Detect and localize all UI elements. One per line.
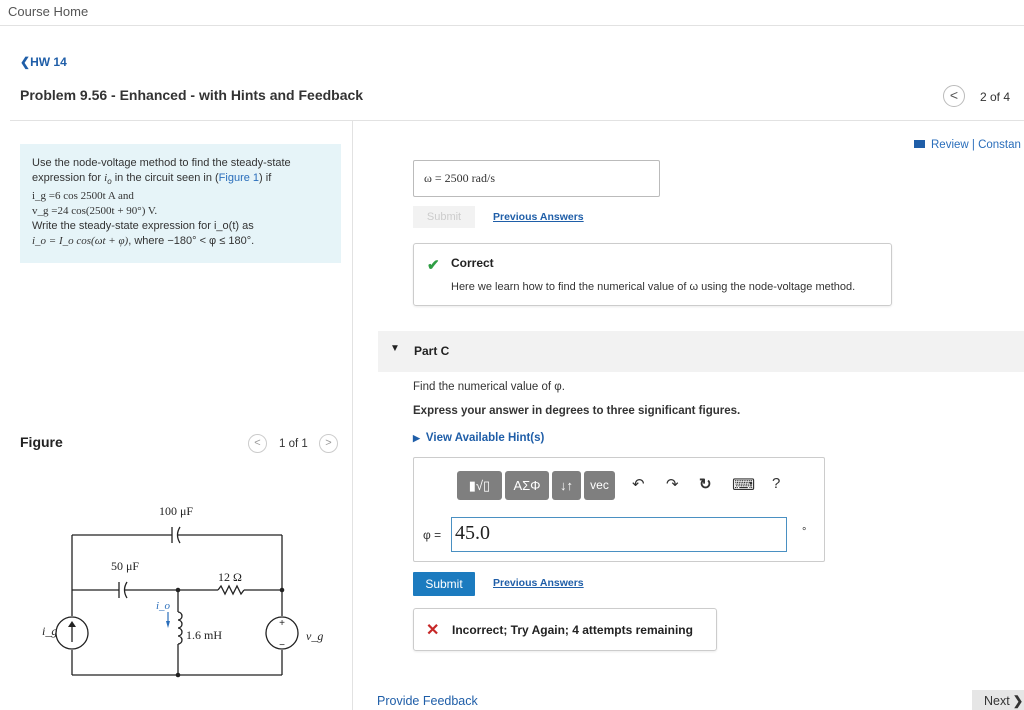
chevron-right-icon: > xyxy=(325,437,332,449)
math-toolbar xyxy=(454,471,822,507)
provide-feedback-link[interactable]: Provide Feedback xyxy=(377,694,478,708)
redo-icon[interactable]: ↷ xyxy=(666,476,679,493)
figure-prev-button[interactable] xyxy=(248,434,267,453)
correct-title: Correct xyxy=(451,256,494,270)
part-c-header[interactable] xyxy=(378,331,1024,372)
part-b-answer-display: ω = 2500 rad/s xyxy=(413,160,660,197)
statement-vg: v_g =24 cos(2500t + 90°) V. xyxy=(32,205,158,218)
figure-pager-text: 1 of 1 xyxy=(279,438,308,450)
reset-icon[interactable]: ↻ xyxy=(699,476,712,493)
statement-line-2: expression for $i_o$ in the circuit seen in (Figure 1) if xyxy=(32,172,272,187)
figure-heading: Figure xyxy=(20,434,63,450)
circuit-diagram xyxy=(30,495,330,685)
incorrect-message: Incorrect; Try Again; 4 attempts remaining xyxy=(452,623,693,637)
figure-1-link[interactable]: Figure 1 xyxy=(218,172,260,184)
view-hints-link[interactable] xyxy=(413,432,544,444)
next-button[interactable] xyxy=(972,690,1024,710)
chevron-right-icon: ❯ xyxy=(1012,694,1024,708)
vsource-minus-sign: − xyxy=(279,640,285,651)
column-divider xyxy=(352,121,353,710)
vsource-plus-sign: + xyxy=(279,618,285,629)
vg-label: v_g xyxy=(306,629,324,643)
statement-line-1: Use the node-voltage method to find the steady-state xyxy=(32,157,291,169)
resistor-label: 12 Ω xyxy=(218,570,242,584)
correct-feedback-box xyxy=(413,243,892,306)
prev-problem-button[interactable] xyxy=(943,85,965,107)
incorrect-feedback-box xyxy=(413,608,717,651)
part-b-previous-answers-link[interactable]: Previous Answers xyxy=(493,211,584,223)
figure-next-button[interactable] xyxy=(319,434,338,453)
part-c-previous-answers-link[interactable]: Previous Answers xyxy=(493,577,584,589)
book-icon xyxy=(914,140,925,148)
io-label: i_o xyxy=(156,600,171,612)
templates-button[interactable]: ▮√▯ xyxy=(457,471,502,500)
part-c-prompt: Find the numerical value of φ. xyxy=(413,381,565,393)
back-link-label: HW 14 xyxy=(30,55,67,69)
greek-symbols-button[interactable]: ΑΣΦ xyxy=(505,471,549,500)
checkmark-icon: ✔ xyxy=(427,257,440,274)
caret-right-icon: ▶ xyxy=(413,433,420,443)
statement-line-5: Write the steady-state expression for i_o(t) as xyxy=(32,220,254,233)
part-c-label: Part C xyxy=(414,344,450,358)
vector-button[interactable]: vec xyxy=(584,471,615,500)
header-divider xyxy=(10,120,1024,121)
review-constants-link[interactable] xyxy=(914,139,1021,151)
course-home-link[interactable]: Course Home xyxy=(8,4,89,19)
c2-label: 50 μF xyxy=(110,559,140,573)
keyboard-icon[interactable]: ⌨ xyxy=(732,477,756,494)
c1-label: 100 μF xyxy=(158,504,194,518)
answer-editor xyxy=(413,457,825,562)
inductor-label: 1.6 mH xyxy=(186,628,222,642)
part-c-submit-button[interactable]: Submit xyxy=(413,572,475,596)
problem-title: Problem 9.56 - Enhanced - with Hints and Feedback xyxy=(20,87,364,103)
caret-down-icon: ▼ xyxy=(390,343,400,354)
next-label: Next xyxy=(984,694,1010,708)
chevron-left-icon: ❮ xyxy=(20,55,31,69)
ig-label: i_g xyxy=(42,624,58,638)
problem-statement xyxy=(20,144,341,263)
correct-explanation: Here we learn how to find the numerical value of ω using the node-voltage method. xyxy=(451,281,856,293)
undo-icon[interactable]: ↶ xyxy=(632,476,645,493)
subscript-superscript-button[interactable]: ↓↑ xyxy=(552,471,581,500)
chevron-left-icon: < xyxy=(949,87,959,103)
problem-pager-text: 2 of 4 xyxy=(980,90,1011,104)
statement-line-6: i_o = I_o cos(ωt + φ), where −180° < φ ≤ 180°. xyxy=(32,235,255,248)
back-link-hw[interactable] xyxy=(20,55,67,69)
part-c-instruction: Express your answer in degrees to three significant figures. xyxy=(413,405,741,417)
part-b-submit-button[interactable]: Submit xyxy=(413,206,475,228)
phi-label: φ = xyxy=(423,528,442,542)
chevron-left-icon: < xyxy=(254,437,261,449)
hints-link-label: View Available Hint(s) xyxy=(425,432,545,444)
review-link-label: Review | Constan xyxy=(931,139,1021,151)
help-icon[interactable]: ? xyxy=(772,475,781,492)
phi-answer-input[interactable]: 45.0 xyxy=(451,517,787,552)
statement-ig: i_g =6 cos 2500t A and xyxy=(32,190,134,203)
top-divider xyxy=(0,25,1024,26)
degree-unit: ° xyxy=(802,526,807,538)
x-mark-icon: ✕ xyxy=(426,622,440,639)
